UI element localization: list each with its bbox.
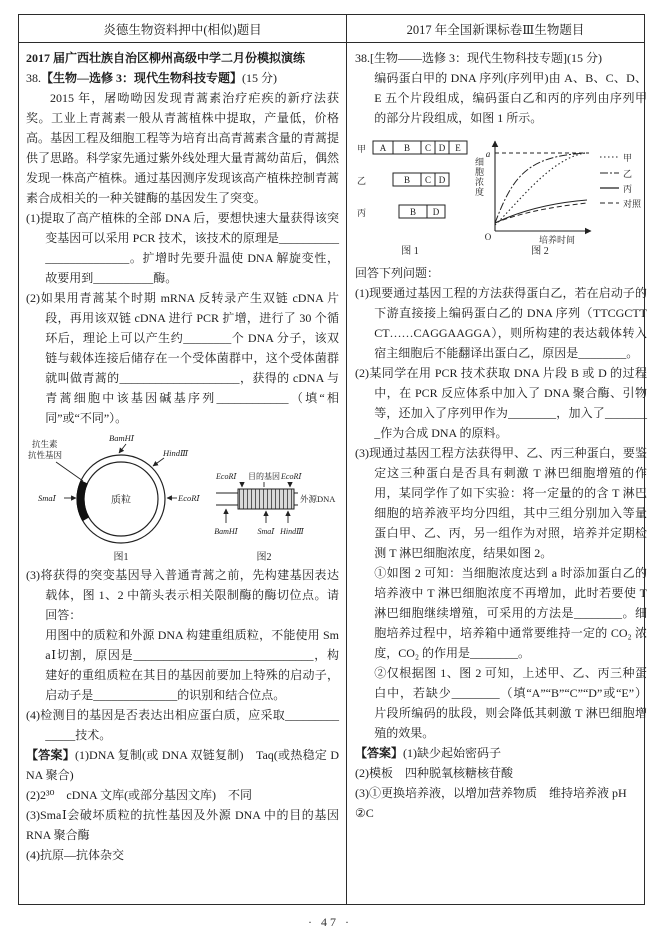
page-number: · 47 · xyxy=(308,915,352,929)
right-answer-1 xyxy=(355,743,647,763)
foreign-dna-diagram xyxy=(214,471,336,563)
segment-d2: D xyxy=(438,175,446,185)
antibiotic-resistance-gene-segment xyxy=(80,482,85,519)
left-question-3b: 用图中的质粒和外源 DNA 构建重组质粒，不能使用 SmaⅠ切割，原因是______________________________，构建好的重组质粒在其目的基因前要加上特殊的启动子，启动子是______________的识别和结合位点。 xyxy=(45,628,339,702)
right-question-title: 38.[生物——选修 3：现代生物科技专题](15 分) xyxy=(355,51,602,65)
ecor1-top-left-label: EcoRⅠ xyxy=(216,472,237,481)
right-intro-paragraph: 编码蛋白甲的 DNA 序列(序列甲)由 A、B、C、D、E 五个片段组成，编码蛋白乙和丙的序列由序列甲的部分片段组成，如图 1 所示。 xyxy=(374,71,647,125)
left-question-number: 38. xyxy=(26,71,41,85)
table-header-row xyxy=(19,15,644,43)
left-answer-label: 【答案】 xyxy=(26,748,76,762)
figure1-caption: 图1 xyxy=(113,552,129,563)
origin-label: O xyxy=(484,232,492,242)
right-answer-label: 【答案】 xyxy=(355,746,404,760)
right-question-3: (3)现通过基因工程方法获得甲、乙、丙三种蛋白，要鉴定这三种蛋白是否具有刺激 T 淋巴细胞增殖的作用，某同学作了如下实验：将一定量的的含 T 淋巴细胞的培养液平均分四组，其中三组分别加入等量蛋白甲、乙、丙，另一组作为对照，培养并定期检测 T 淋巴细胞浓度，结果如图 2。 xyxy=(355,446,647,560)
figure2-caption: 图 2 xyxy=(531,246,549,257)
sma1-site-label: SmaⅠ xyxy=(38,493,56,503)
target-gene-label: 目的基因 xyxy=(248,472,280,481)
right-question-1: (1)现要通过基因工程的方法获得蛋白乙，若在启动子的下游直接接上编码蛋白乙的 DNA 序列（TTCGCTTCT……CAGGAAGGA），则所构建的表达载体转入宿主细胞后不能翻译出蛋白乙，原因是________。 xyxy=(355,286,647,360)
left-figure xyxy=(26,431,339,563)
segment-b2: B xyxy=(403,175,411,185)
left-question-3a: (3)将获得的突变基因导入普通青蒿之前，先构建基因表达载体，图 1、2 中箭头表示相关限制酶的酶切位点。请回答： xyxy=(26,568,339,622)
right-column xyxy=(347,43,655,904)
table-body-row xyxy=(19,43,647,904)
right-figure xyxy=(355,131,647,261)
row-yi-label: 乙 xyxy=(357,176,367,186)
bamh1-bottom-label: BamHⅠ xyxy=(214,527,238,536)
header-right-title: 2017 年全国新课标卷Ⅲ生物题目 xyxy=(406,22,585,37)
hind3-site-label: HindⅢ xyxy=(163,448,189,458)
left-question-1: (1)提取了高产植株的全部 DNA 后，要想快速大量获得该突变基因可以采用 PCR 技术，该技术的原理是________________________。扩增时先要升温使 DNA 解旋变性，故要用到__________酶。 xyxy=(26,211,339,285)
right-answer-2: (2)模板 四种脱氧核糖核苷酸 xyxy=(355,766,513,780)
hind3-bottom-label: HindⅢ xyxy=(280,527,304,536)
right-question-3-sub2: ②仅根据图 1、图 2 可知，上述甲、乙、丙三种蛋白中，若缺少________（填“A”“B”“C”“D”或“E”）片段所编码的肽段，则会降低其刺激 T 淋巴细胞增殖的效果。 xyxy=(374,666,647,740)
segment-d: D xyxy=(438,143,446,153)
left-source-title: 2017 届广西壮族自治区柳州高级中学二月份模拟演练 xyxy=(26,51,306,65)
left-answer-3: (3)SmaⅠ会破坏质粒的抗性基因及外源 DNA 中的目的基因 RNA 聚合酶 xyxy=(26,808,352,842)
segment-e: E xyxy=(455,143,461,153)
right-question-3-sub1: ①如图 2 可知：当细胞浓度达到 a 时添加蛋白乙的培养液中 T 淋巴细胞浓度不再增加，此时若要使 T 淋巴细胞继续增殖，可采用的方法是________。细胞培养过程中，培养箱中通常要维持一定的 CO₂ 浓度，CO₂ 的作用是________。 xyxy=(374,566,647,660)
plasmid-diagram xyxy=(28,433,200,563)
y-axis-label: 细胞浓度 xyxy=(474,157,484,197)
segment-b: B xyxy=(403,143,411,153)
right-answer-1-text: (1)缺少起始密码子 xyxy=(403,746,502,760)
segment-a: A xyxy=(379,143,387,153)
figure1-caption: 图 1 xyxy=(401,246,419,257)
legend-jia: 甲 xyxy=(623,153,633,163)
right-answer-3: (3)①更换培养液，以增加营养物质 维持培养液 pH xyxy=(355,786,627,800)
right-question-2: (2)某同学在用 PCR 技术获取 DNA 片段 B 或 D 的过程中，在 PCR 反应体系中加入了 DNA 聚合酶、引物等，还加入了序列甲作为________，加入了________作为合成 DNA 的原料。 xyxy=(355,366,647,440)
protein-segments-and-growth-curve-figure xyxy=(355,131,647,261)
row-bing-label: 丙 xyxy=(357,208,367,218)
legend-bing: 丙 xyxy=(623,184,633,194)
sma1-bottom-label: SmaⅠ xyxy=(257,527,275,536)
left-intro-paragraph: 2015 年，屠呦呦因发现青蒿素治疗疟疾的新疗法获奖。工业上青蒿素一般从青蒿植株中提取，产量低，价格高。基因工程及细胞工程等为培育出高青蒿素含量的青蒿提供了思路。科学家先通过紫外线处理大量青蒿幼苗后，偶然发现一株高产植株。通过基因测序发现该高产植株控制青蒿素合成相关的一种关键酶的基因发生了突变。 xyxy=(26,91,339,205)
plasmid-and-foreign-dna-figure xyxy=(26,431,340,563)
left-question-score: (15 分) xyxy=(242,71,278,85)
legend xyxy=(600,153,642,209)
growth-curve-graph xyxy=(485,141,642,257)
segment-b3: B xyxy=(409,207,417,217)
left-question-2: (2)如果用青蒿某个时期 mRNA 反转录产生双链 cDNA 片段，再用该双链 cDNA 进行 PCR 扩增，进行了 30 个循环后，理论上可以产生约________个 DNA 分子，该双链与载体连接后储存在一个受体菌群中，这个受体菌群就叫做青蒿的____________________，获得的 cDNA 与青蒿细胞中该基因碱基序列____________（填“相同”或“不同”）。 xyxy=(26,291,339,425)
bamh1-site-label: BamHⅠ xyxy=(109,433,135,443)
segment-d3: D xyxy=(432,207,440,217)
foreign-dna-label: 外源DNA xyxy=(300,494,336,504)
comparison-table xyxy=(18,14,645,905)
figure2-caption: 图2 xyxy=(256,552,272,563)
left-answer-1-text: (1)DNA 复制(或 DNA 双链复制) Taq(或热稳定 DNA 聚合) xyxy=(26,748,339,782)
left-answer-4: (4)抗原—抗体杂交 xyxy=(26,848,124,862)
legend-duizhao: 对照 xyxy=(623,199,642,209)
curve-yi xyxy=(495,153,587,223)
legend-yi: 乙 xyxy=(623,169,633,179)
header-left-title: 炎德生物资料押中(相似)题目 xyxy=(19,15,347,42)
target-gene-hatched-box xyxy=(238,489,294,509)
left-answer-2: (2)2³⁰ cDNA 文库(或部分基因文库) 不同 xyxy=(26,788,253,802)
segment-c: C xyxy=(424,143,432,153)
curve-bing xyxy=(495,200,587,223)
segment-c2: C xyxy=(424,175,432,185)
asymptote-a-label: a xyxy=(485,149,491,159)
left-question-topic: 【生物—选修 3：现代生物科技专题】 xyxy=(41,71,243,85)
protein-segment-map xyxy=(357,141,467,257)
left-answer-1 xyxy=(26,745,339,785)
left-question-title xyxy=(26,68,339,88)
curve-jia xyxy=(495,153,585,225)
curve-duizhao xyxy=(495,203,587,223)
right-answer-4: ②C xyxy=(355,806,374,820)
ecor1-top-right-label: EcoRⅠ xyxy=(281,472,302,481)
antibiotic-label-line1: 抗生素 xyxy=(32,439,58,449)
antibiotic-label-line2: 抗性基因 xyxy=(28,450,63,460)
ecor1-site-label: EcoRⅠ xyxy=(178,493,200,503)
plasmid-center-label: 质粒 xyxy=(111,495,131,506)
right-prompt: 回答下列问题： xyxy=(355,266,440,280)
left-column xyxy=(19,43,352,904)
x-axis-label: 培养时间 xyxy=(538,235,576,245)
row-jia-label: 甲 xyxy=(357,144,367,154)
left-question-4: (4)检测目的基因是否表达出相应蛋白质，应采取______________技术。 xyxy=(26,708,339,742)
